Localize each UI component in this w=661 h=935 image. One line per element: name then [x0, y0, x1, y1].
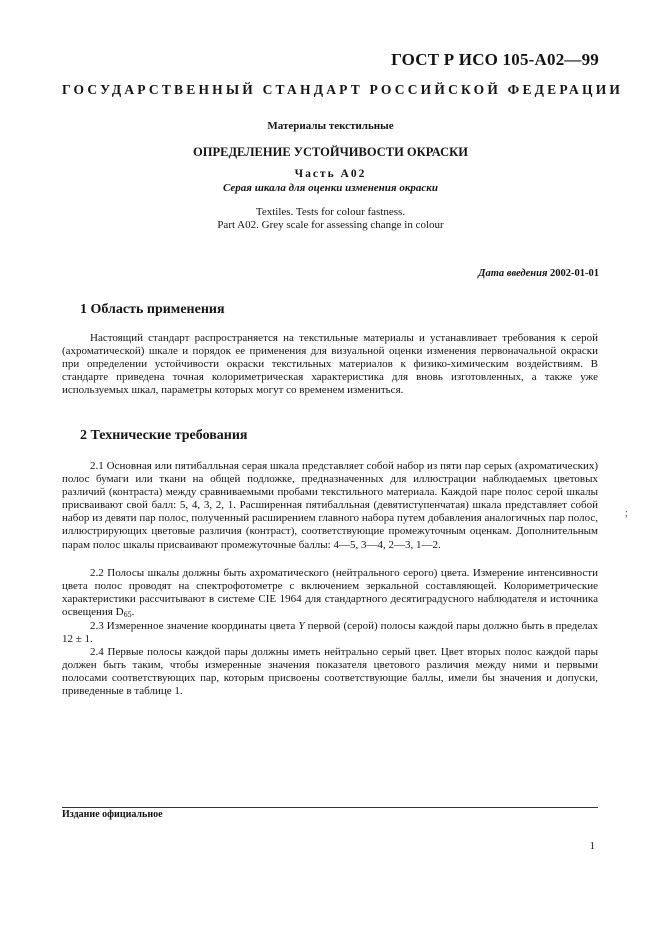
introduction-date-value: 2002-01-01 — [550, 268, 599, 279]
title-subtitle: Серая шкала для оценки изменения окраски — [223, 182, 438, 194]
margin-mark: ; — [625, 508, 628, 519]
clause-2-4: 2.4 Первые полосы каждой пары должны иметь нейтрально серый цвет. Цвет вторых полос каждой пары должен быть таким, чтобы измеренные значения показателя цветового различия между ними и первыми полосами соответствующих пар, которым присвоены соответствующие баллы, имели бы значения и допуски, приведенные в таблице 1. — [62, 646, 598, 698]
title-english-2: Part A02. Grey scale for assessing change in colour — [217, 219, 444, 231]
introduction-date-label: Дата введения — [478, 268, 548, 279]
organization-banner: ГОСУДАРСТВЕННЫЙ СТАНДАРТ РОССИЙСКОЙ ФЕДЕРАЦИИ — [62, 82, 624, 97]
title-main: ОПРЕДЕЛЕНИЕ УСТОЙЧИВОСТИ ОКРАСКИ — [193, 145, 468, 159]
document-code: ГОСТ Р ИСО 105-А02—99 — [391, 50, 599, 69]
section-2-heading: 2 Технические требования — [80, 428, 248, 443]
title-materials: Материалы текстильные — [267, 120, 394, 132]
section-1-paragraph: Настоящий стандарт распространяется на текстильные материалы и устанавливает требования к серой (ахроматической) шкале и порядок ее применения для визуальной оценки изменения первоначальной окраски при определении устойчивости окраски текстильных материалов к физико-химическим воздействиям. В стандарте приведена точная колориметрическая характеристика для вновь изготовленных, а также уже используемых шкал, параметры которых могут со временем измениться. — [62, 332, 598, 397]
introduction-date — [478, 268, 599, 279]
clause-2-3-text-b: первой (серой) полосы каждой пары должно быть в пределах 12 ± 1. — [62, 620, 599, 646]
clause-2-3 — [62, 620, 598, 646]
page-number: 1 — [589, 840, 595, 852]
clause-2-1: 2.1 Основная или пятибалльная серая шкала представляет собой набор из пяти пар серых (ахроматических) полос бумаги или ткани на общей подложке, предназначенных для иллюстрации наблюдаемых цветовых различий (контраста) между сравниваемыми пробами текстильного материала. Каждой паре полос серой шкалы присваивают свой балл: 5, 4, 3, 2, 1. Расширенная пятибалльная (девятиступенчатая) шкала представляет собой набор из девяти пар полос, полученный расширением главного набора путем добавления аналогичных пар полос, иллюстрирующих цветовые различия (контраст), соответствующие промежуточным оценкам. Дополнительным парам полос шкалы присваивают промежуточные баллы: 4—5, 3—4, 2—3, 1—2. — [62, 460, 598, 551]
title-english-1: Textiles. Tests for colour fastness. — [255, 206, 406, 218]
clause-2-2 — [62, 567, 598, 619]
title-part: Часть А02 — [294, 168, 367, 180]
clause-2-2-end: . — [131, 606, 135, 619]
coordinate-variable: Y — [298, 620, 305, 632]
section-1-heading: 1 Область применения — [80, 302, 225, 317]
clause-2-3-text-a: 2.3 Измеренное значение координаты цвета — [90, 620, 296, 632]
clause-2-2-text: 2.2 Полосы шкалы должны быть ахроматического (нейтрального серого) цвета. Измерение интенсивности цвета полос проводят на спектрофотометре с включением зеркальной составляющей. Колориметрические характеристики рассчитывают в системе CIE 1964 для стандартного десятиградусного наблюдателя и источника освещения D — [62, 567, 598, 619]
illuminant-subscript: 65 — [123, 610, 132, 620]
footer-divider — [62, 807, 598, 808]
title-block — [0, 120, 661, 231]
edition-note: Издание официальное — [62, 809, 163, 820]
